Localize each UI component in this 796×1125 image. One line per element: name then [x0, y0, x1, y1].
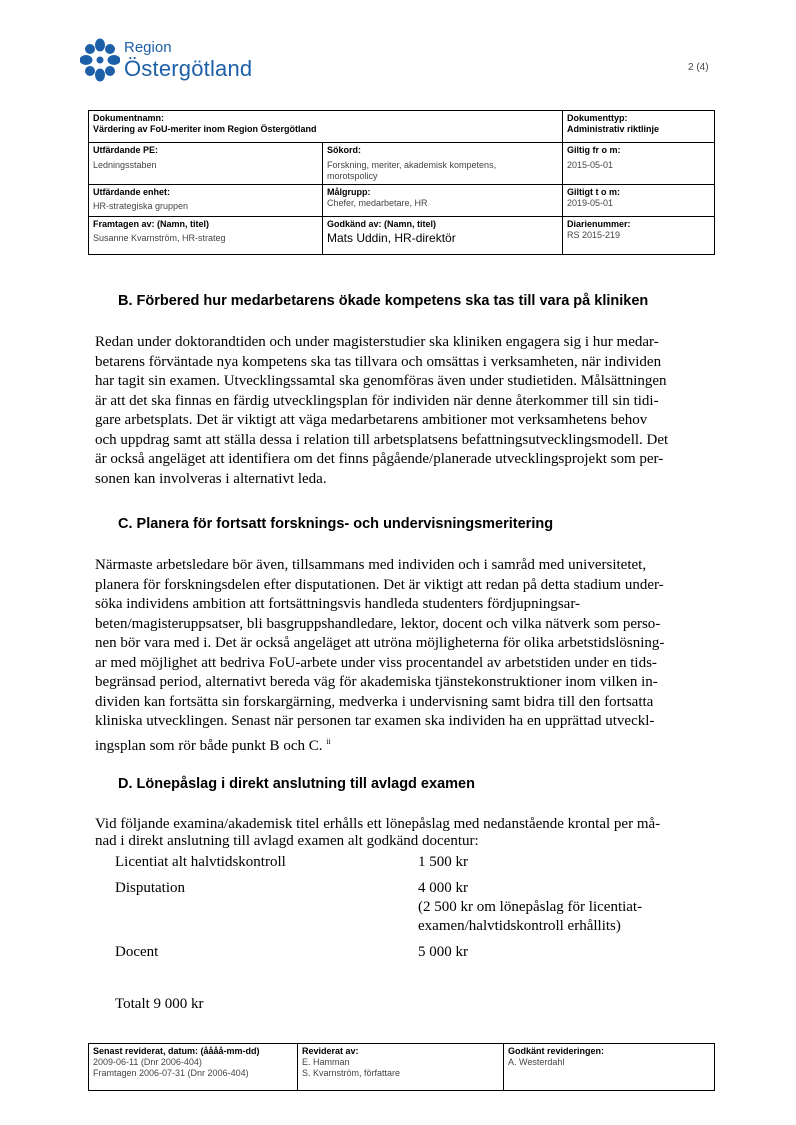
keywords-cell — [323, 143, 563, 185]
salary-docent-label: Docent — [115, 944, 159, 960]
section-b-line: har tagit sin examen. Utvecklingssamtal ska genomföras även under studietiden. Målsättningen — [95, 373, 667, 389]
revised-by-value: E. Hamman — [302, 1057, 350, 1067]
revised-by-label: Reviderat av: — [302, 1046, 359, 1056]
revised-date-cell — [89, 1044, 298, 1091]
keywords-label: Sökord: — [327, 145, 362, 155]
approved-label: Godkänd av: (Namn, titel) — [327, 219, 437, 229]
salary-disputation-note: examen/halvtidskontroll erhållits) — [418, 918, 621, 934]
section-c-line: ar med möjlighet att bedriva FoU-arbete under viss procentandel av arbetstiden under en tids- — [95, 654, 657, 671]
valid-to-value: 2019-05-01 — [567, 198, 614, 208]
doc-name-value: Värdering av FoU-meriter inom Region Östergötland — [93, 124, 317, 134]
section-c-line: begränsad period, alternativt bereda väg för akademiska tjänstekonstruktioner inom vilken in- — [95, 674, 658, 690]
doc-name-cell — [89, 111, 563, 143]
approved-revision-value: A. Westerdahl — [508, 1057, 565, 1067]
region-logo — [80, 38, 300, 98]
salary-docent-amount: 5 000 kr — [418, 944, 468, 960]
valid-to-cell — [563, 185, 715, 217]
doc-type-value: Administrativ riktlinje — [567, 124, 660, 134]
section-b-line: betarens förväntade nya kompetens ska tas tillvara och omsättas i verksamheten, när individen — [95, 353, 662, 370]
salary-disputation-note: (2 500 kr om lönepåslag för licentiat- — [418, 899, 643, 915]
section-b-line: är också angeläget att identifiera om det finns pågående/planerade utvecklingsprojekt som per- — [95, 451, 664, 467]
revised-by-value: S. Kvarnström, författare — [302, 1068, 401, 1078]
section-c-line: beten/magisteruppsatser, bli basgruppshandledare, lektor, docent och vilka nätverk som perso- — [95, 615, 661, 632]
section-c-line: Närmaste arbetsledare bör även, tillsammans med individen och i samråd med universitetet, — [95, 557, 647, 573]
target-value: Chefer, medarbetare, HR — [327, 198, 428, 208]
section-d-paragraph — [95, 816, 715, 850]
pe-cell — [89, 143, 323, 185]
valid-from-cell — [563, 143, 715, 185]
section-c-line: söka individens ambition att fortsättningsvis handleda studenters fördjupningsar- — [95, 596, 581, 612]
page-number: 2 (4) — [688, 62, 709, 73]
approved-value: Mats Uddin, HR-direktör — [327, 231, 456, 245]
document-metadata-table — [88, 110, 715, 255]
valid-to-label: Giltigt t o m: — [567, 187, 620, 197]
section-c-line: kliniska utvecklingen. Senast när personen tar examen ska individen ha en upprättad utveckl- — [95, 713, 655, 729]
section-c-last-line — [95, 732, 715, 757]
prepared-label: Framtagen av: (Namn, titel) — [93, 219, 210, 229]
section-d-line: Vid följande examina/akademisk titel erhålls ett lönepåslag med nedanstående krontal per må- — [95, 816, 661, 832]
logo-text-ostergotland: Östergötland — [124, 56, 253, 81]
unit-value: HR-strategiska gruppen — [93, 201, 189, 211]
pe-value: Ledningsstaben — [93, 160, 157, 170]
section-c-line: nen bör vara med i. Det är också angeläget att utröna möjligheterna för olika arbetstidslösning- — [95, 635, 665, 651]
section-c-line: dividen kan fortsätta sin forskargärning, medverka i undervisning samt bidra till den fortsatta — [95, 693, 654, 710]
logo-text-region: Region — [124, 39, 172, 56]
valid-from-value: 2015-05-01 — [567, 160, 614, 170]
doc-type-cell — [563, 111, 715, 143]
revision-footer-table — [88, 1043, 715, 1091]
unit-label: Utfärdande enhet: — [93, 187, 171, 197]
salary-licentiat-amount: 1 500 kr — [418, 854, 468, 870]
section-c-paragraph — [95, 556, 715, 756]
doc-name-label: Dokumentnamn: — [93, 113, 165, 123]
section-b-line: är att det ska finnas en färdig utvecklingsplan för individen när denne återkommer till sin tidi- — [95, 392, 659, 409]
salary-licentiat-label: Licentiat alt halvtidskontroll — [115, 854, 286, 870]
section-b-paragraph — [95, 333, 715, 489]
diary-value: RS 2015-219 — [567, 230, 621, 240]
section-b-line: och uppdrag samt att ställa dessa i relation till arbetsplatsens befattningsutvecklingsmodell. Det — [95, 431, 669, 448]
footnote-mark: ii — [326, 736, 331, 746]
doc-type-label: Dokumenttyp: — [567, 113, 628, 123]
section-c-heading: C. Planera för fortsatt forsknings- och undervisningsmeritering — [118, 516, 554, 532]
target-label: Målgrupp: — [327, 187, 371, 197]
unit-cell — [89, 185, 323, 217]
prepared-cell — [89, 217, 323, 255]
approved-cell — [323, 217, 563, 255]
diary-label: Diarienummer: — [567, 219, 631, 229]
section-c-line: planera för forskningsdelen efter disputationen. Det är viktigt att redan på detta stadium under- — [95, 576, 664, 593]
diary-cell — [563, 217, 715, 255]
salary-total: Totalt 9 000 kr — [115, 996, 204, 1012]
section-d-heading: D. Lönepåslag i direkt anslutning till avlagd examen — [118, 776, 475, 792]
flower-logo-icon — [80, 38, 120, 82]
approved-revision-cell — [504, 1044, 715, 1091]
section-b-line: sonen kan involveras i alternativt leda. — [95, 470, 327, 487]
revised-date-value: Framtagen 2006-07-31 (Dnr 2006-404) — [93, 1068, 249, 1078]
salary-disputation-label: Disputation — [115, 880, 185, 896]
salary-disputation-amount: 4 000 kr — [418, 880, 468, 896]
valid-from-label: Giltig fr o m: — [567, 145, 621, 155]
revised-date-value: 2009-06-11 (Dnr 2006-404) — [93, 1057, 202, 1067]
section-c-line: ingsplan som rör både punkt B och C. — [95, 737, 323, 754]
section-d-line: nad i direkt anslutning till avlagd examen alt godkänd docentur: — [95, 833, 479, 849]
target-cell — [323, 185, 563, 217]
approved-revision-label: Godkänt revideringen: — [508, 1046, 605, 1056]
section-b-heading: B. Förbered hur medarbetarens ökade kompetens ska tas till vara på kliniken — [118, 293, 649, 309]
section-b-line: gare arbetsplats. Det är viktigt att väga medarbetarens ambitioner mot verksamhetens behov — [95, 412, 648, 428]
section-b-line: Redan under doktorandtiden och under magisterstudier ska kliniken engagera sig i hur medar- — [95, 334, 659, 350]
prepared-value: Susanne Kvarnström, HR-strateg — [93, 233, 226, 243]
pe-label: Utfärdande PE: — [93, 145, 159, 155]
revised-date-label: Senast reviderat, datum: (åååå-mm-dd) — [93, 1046, 260, 1056]
keywords-value: Forskning, meriter, akademisk kompetens, morotspolicy — [327, 160, 497, 181]
revised-by-cell — [298, 1044, 504, 1091]
